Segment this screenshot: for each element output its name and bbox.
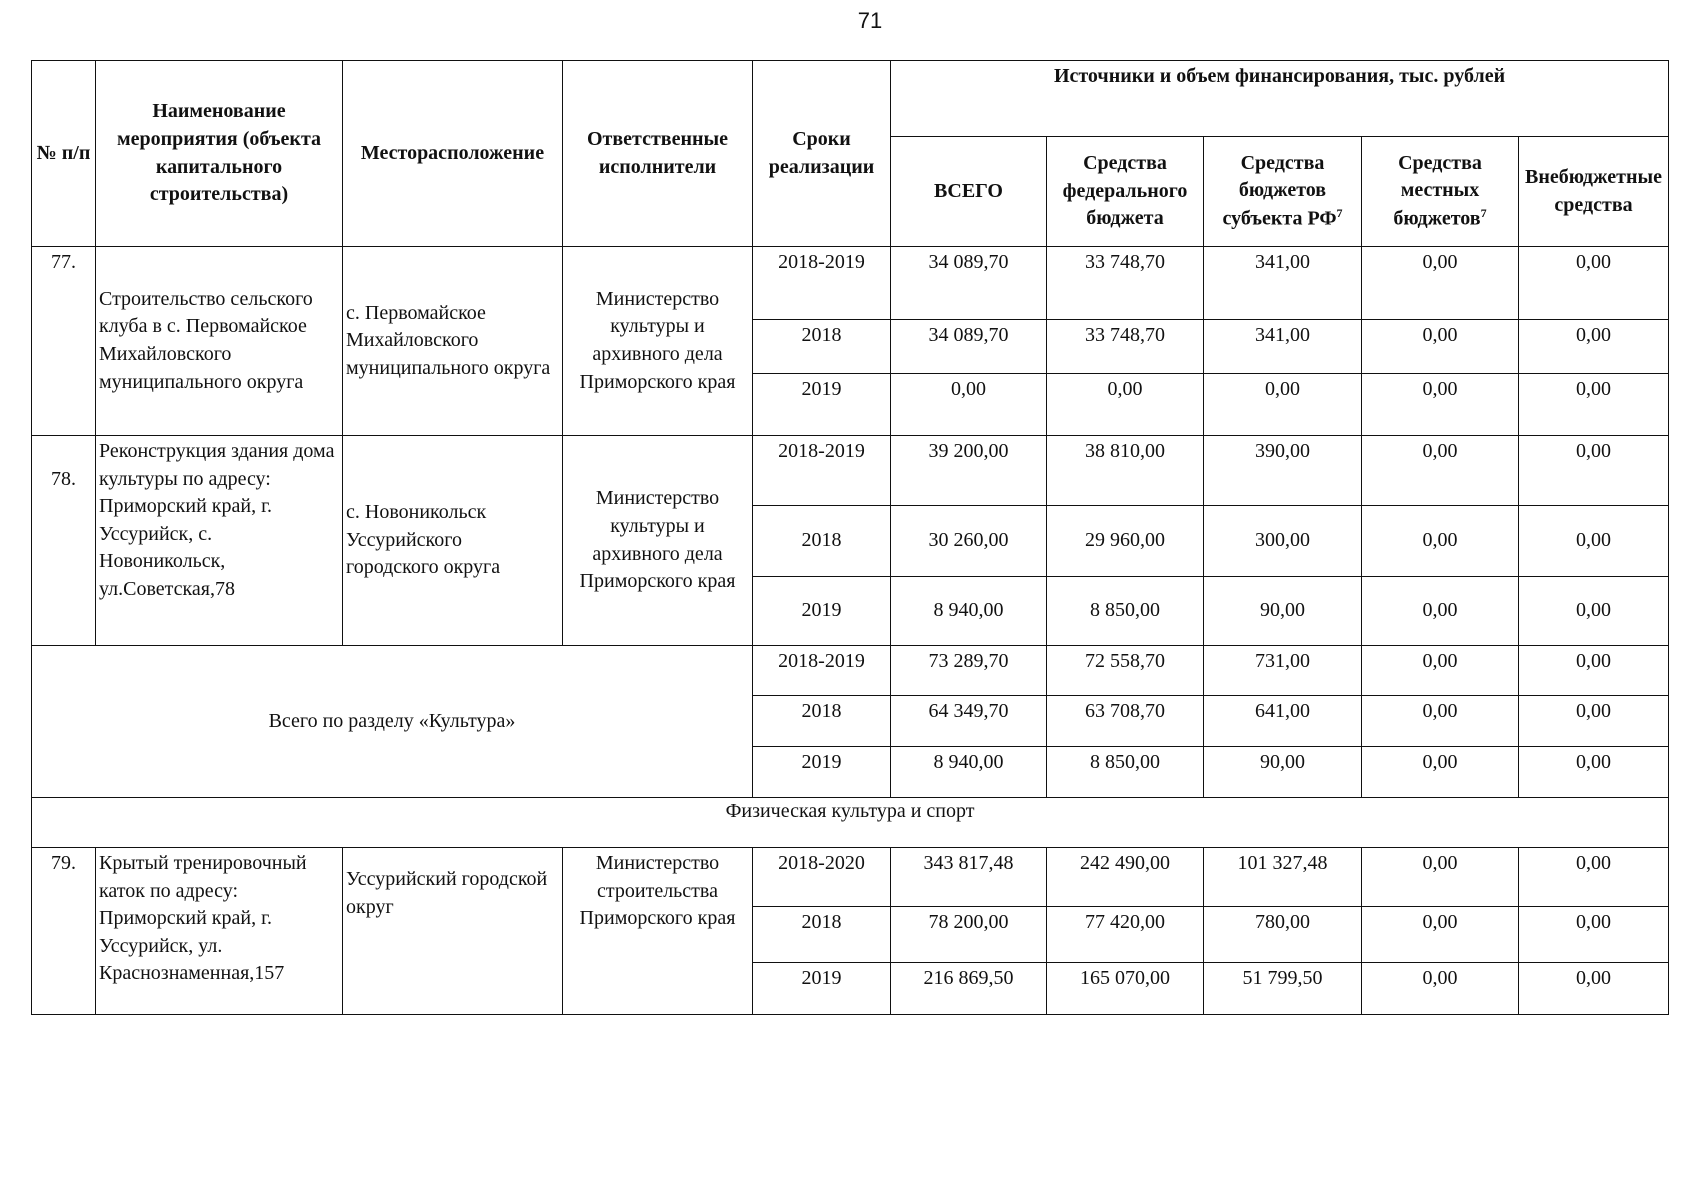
cell-local: 0,00 [1362,696,1519,747]
cell-local: 0,00 [1362,436,1519,506]
cell-period: 2018-2019 [753,646,891,696]
cell-subject: 780,00 [1204,907,1362,963]
section-heading-row [32,798,1669,848]
cell-federal: 38 810,00 [1047,436,1204,506]
table-row [32,848,1669,907]
cell-period: 2019 [753,747,891,798]
cell-subject: 390,00 [1204,436,1362,506]
row-num: 79. [32,848,96,1015]
cell-local: 0,00 [1362,506,1519,577]
cell-federal: 8 850,00 [1047,577,1204,646]
cell-federal: 33 748,70 [1047,320,1204,374]
table-header [32,61,1669,247]
header-location: Месторасположение [343,61,563,247]
financing-table [31,60,1669,1015]
cell-period: 2018-2019 [753,436,891,506]
cell-offbudget: 0,00 [1519,577,1669,646]
cell-total: 343 817,48 [891,848,1047,907]
cell-subject: 51 799,50 [1204,963,1362,1015]
cell-offbudget: 0,00 [1519,506,1669,577]
cell-period: 2018-2020 [753,848,891,907]
cell-federal: 0,00 [1047,374,1204,436]
cell-subject: 341,00 [1204,247,1362,320]
cell-offbudget: 0,00 [1519,907,1669,963]
cell-local: 0,00 [1362,320,1519,374]
cell-offbudget: 0,00 [1519,848,1669,907]
cell-subject: 641,00 [1204,696,1362,747]
cell-local: 0,00 [1362,247,1519,320]
cell-federal: 242 490,00 [1047,848,1204,907]
header-local-text: Средства местных бюджетов [1393,151,1482,230]
row-name: Реконструкция здания дома культуры по адресу: Приморский край, г. Уссурийск, с. Новоникольск, ул.Советская,78 [96,436,343,646]
header-num: № п/п [32,61,96,247]
cell-offbudget: 0,00 [1519,374,1669,436]
cell-total: 8 940,00 [891,577,1047,646]
section-heading: Физическая культура и спорт [32,798,1669,848]
cell-subject: 731,00 [1204,646,1362,696]
cell-subject: 300,00 [1204,506,1362,577]
cell-local: 0,00 [1362,577,1519,646]
cell-period: 2018 [753,907,891,963]
cell-subject: 90,00 [1204,577,1362,646]
cell-offbudget: 0,00 [1519,963,1669,1015]
cell-total: 34 089,70 [891,247,1047,320]
row-num: 77. [32,247,96,436]
cell-total: 30 260,00 [891,506,1047,577]
cell-period: 2019 [753,374,891,436]
row-location: с. Первомайское Михайловского муниципального округа [343,247,563,436]
header-executor: Ответственные исполнители [563,61,753,247]
cell-subject: 341,00 [1204,320,1362,374]
cell-local: 0,00 [1362,646,1519,696]
cell-local: 0,00 [1362,747,1519,798]
total-row [32,646,1669,696]
cell-federal: 29 960,00 [1047,506,1204,577]
header-subject-text: Средства бюджетов субъекта РФ [1222,151,1337,230]
header-federal: Средства федерального бюджета [1047,137,1204,247]
cell-total: 78 200,00 [891,907,1047,963]
row-name: Крытый тренировочный каток по адресу: Приморский край, г. Уссурийск, ул. Краснознаменная,157 [96,848,343,1015]
cell-federal: 8 850,00 [1047,747,1204,798]
cell-federal: 77 420,00 [1047,907,1204,963]
cell-local: 0,00 [1362,848,1519,907]
page-number: 71 [857,8,883,33]
cell-total: 39 200,00 [891,436,1047,506]
row-executor: Министерство культуры и архивного дела Приморского края [563,436,753,646]
header-total: ВСЕГО [891,137,1047,247]
cell-subject: 101 327,48 [1204,848,1362,907]
header-funding-title: Источники и объем финансирования, тыс. рублей [891,61,1669,137]
row-name: Строительство сельского клуба в с. Первомайское Михайловского муниципального округа [96,247,343,436]
cell-total: 216 869,50 [891,963,1047,1015]
row-location: с. Новоникольск Уссурийского городского округа [343,436,563,646]
cell-local: 0,00 [1362,963,1519,1015]
cell-period: 2018-2019 [753,247,891,320]
cell-total: 73 289,70 [891,646,1047,696]
cell-period: 2018 [753,696,891,747]
cell-offbudget: 0,00 [1519,436,1669,506]
row-num: 78. [32,436,96,646]
row-location: Уссурийский городской округ [343,848,563,1015]
cell-subject: 0,00 [1204,374,1362,436]
cell-offbudget: 0,00 [1519,247,1669,320]
cell-federal: 33 748,70 [1047,247,1204,320]
table-row [32,247,1669,320]
cell-subject: 90,00 [1204,747,1362,798]
header-local-footnote: 7 [1480,205,1487,220]
cell-total: 34 089,70 [891,320,1047,374]
cell-offbudget: 0,00 [1519,320,1669,374]
cell-total: 0,00 [891,374,1047,436]
cell-total: 8 940,00 [891,747,1047,798]
header-offbudget: Внебюджетные средства [1519,137,1669,247]
cell-offbudget: 0,00 [1519,646,1669,696]
row-executor: Министерство строительства Приморского края [563,848,753,1015]
cell-period: 2018 [753,506,891,577]
table-row [32,436,1669,506]
header-period: Сроки реализации [753,61,891,247]
cell-offbudget: 0,00 [1519,747,1669,798]
section-total-label: Всего по разделу «Культура» [32,646,753,798]
cell-period: 2019 [753,577,891,646]
cell-federal: 72 558,70 [1047,646,1204,696]
cell-federal: 63 708,70 [1047,696,1204,747]
cell-local: 0,00 [1362,907,1519,963]
header-subject [1204,137,1362,247]
cell-period: 2018 [753,320,891,374]
header-subject-footnote: 7 [1336,205,1343,220]
cell-federal: 165 070,00 [1047,963,1204,1015]
header-local [1362,137,1519,247]
header-name: Наименование мероприятия (объекта капитального строительства) [96,61,343,247]
cell-local: 0,00 [1362,374,1519,436]
row-executor: Министерство культуры и архивного дела Приморского края [563,247,753,436]
cell-period: 2019 [753,963,891,1015]
cell-offbudget: 0,00 [1519,696,1669,747]
cell-total: 64 349,70 [891,696,1047,747]
